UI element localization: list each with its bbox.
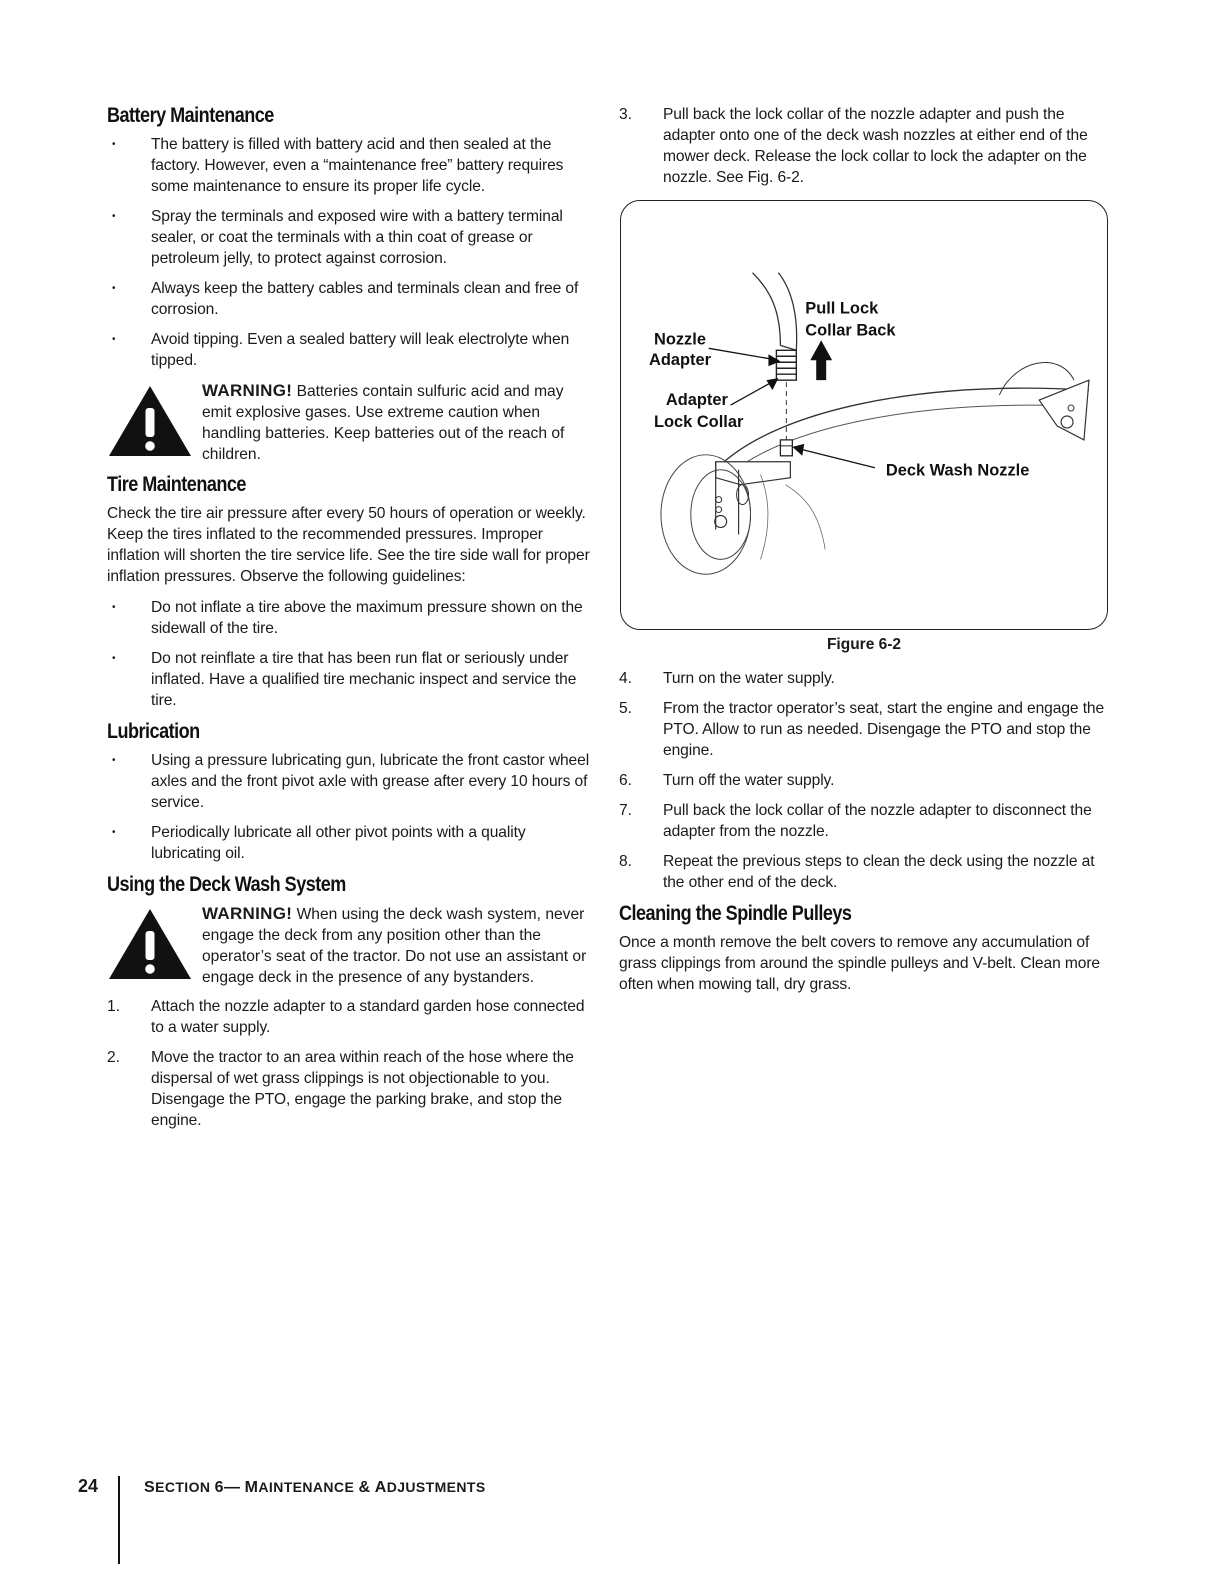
warning-triangle-icon [107, 384, 193, 458]
step-number: 6. [619, 772, 632, 789]
deck-nozzle-shape [780, 440, 792, 456]
list-item: • Always keep the battery cables and terminals clean and free of corrosion. [107, 278, 595, 320]
battery-heading: Battery Maintenance [107, 104, 274, 127]
footer-divider [118, 1476, 120, 1564]
battery-warning [107, 380, 595, 465]
step-number: 1. [107, 998, 120, 1015]
deck-wash-nozzle-label: Deck Wash Nozzle [885, 461, 1030, 480]
list-item: • Using a pressure lubricating gun, lubricate the front castor wheel axles and the front pivot axle with grease after every 10 hours of service. [107, 750, 595, 813]
lubrication-bullet-list [107, 750, 595, 864]
deckwash-heading: Using the Deck Wash System [107, 873, 346, 896]
step-text: Move the tractor to an area within reach of the hose where the dispersal of wet grass clippings is not objectionable to you. Disengage the PTO, engage the parking brake, and stop the engine. [151, 1049, 574, 1129]
step-text: Pull back the lock collar of the nozzle adapter to disconnect the adapter from the nozzle. [663, 802, 1092, 840]
list-item: • Do not reinflate a tire that has been run flat or seriously under inflated. Have a qualified tire mechanic inspect and service the tire. [107, 648, 595, 711]
adapter-label: Adapter [649, 351, 712, 370]
step-text: Attach the nozzle adapter to a standard garden hose connected to a water supply. [151, 998, 585, 1036]
pull-lock-label: Pull Lock [805, 299, 879, 318]
tire-intro: Check the tire air pressure after every 50 hours of operation or weekly. Keep the tires inflated to the recommended pressures. Improper inflation will shorten the tire service life. See the tire side wall for proper inflation pressures. Observe the following guidelines: [107, 505, 590, 585]
list-item: • Spray the terminals and exposed wire with a battery terminal sealer, or coat the terminals with a thin coat of grease or petroleum jelly, to protect against corrosion. [107, 206, 595, 269]
step-item [619, 698, 1109, 761]
list-item: • Do not inflate a tire above the maximum pressure shown on the sidewall of the tire. [107, 597, 595, 639]
step-text: Turn off the water supply. [663, 772, 835, 789]
step-item [619, 668, 1109, 689]
collar-back-label: Collar Back [805, 321, 896, 340]
tire-bullet-list [107, 597, 595, 711]
step-item [107, 1047, 595, 1131]
warning-label: WARNING! [202, 904, 293, 923]
step-number: 7. [619, 802, 632, 819]
section-title: SECTION 6— MAINTENANCE & ADJUSTMENTS [144, 1479, 486, 1496]
step-number: 8. [619, 853, 632, 870]
deck-wash-illustration [621, 201, 1107, 629]
deckwash-steps-right-top [619, 104, 1109, 188]
step-number: 3. [619, 106, 632, 123]
right-column [619, 104, 1109, 197]
warning-label: WARNING! [202, 381, 293, 400]
lubrication-heading: Lubrication [107, 720, 200, 743]
deckwash-steps-right [619, 668, 1109, 893]
step-number: 5. [619, 700, 632, 717]
page-number: 24 [78, 1476, 99, 1496]
step-text: Turn on the water supply. [663, 670, 835, 687]
deckwash-steps-left [107, 996, 595, 1131]
adapter-lock-label: Adapter [665, 391, 728, 410]
step-item [619, 800, 1109, 842]
battery-bullet-list [107, 134, 595, 371]
step-item [619, 770, 1109, 791]
step-text: From the tractor operator’s seat, start the engine and engage the PTO. Allow to run as needed. Disengage the PTO and stop the engine. [663, 700, 1105, 759]
figure-caption: Figure 6-2 [826, 636, 902, 653]
step-item [619, 851, 1109, 893]
list-item: • The battery is filled with battery acid and then sealed at the factory. However, even a “maintenance free” battery requires some maintenance to ensure its proper life cycle. [107, 134, 595, 197]
list-item: • Avoid tipping. Even a sealed battery will leak electrolyte when tipped. [107, 329, 595, 371]
step-text: Pull back the lock collar of the nozzle adapter and push the adapter onto one of the deck wash nozzles at either end of the mower deck. Release the lock collar to lock the adapter on the nozzle. See Fig. 6-2. [663, 106, 1088, 186]
right-column-lower [619, 668, 1109, 1005]
figure-6-2 [620, 200, 1108, 630]
step-number: 2. [107, 1049, 120, 1066]
pull-up-arrow-icon [810, 340, 832, 380]
nozzle-label: Nozzle [653, 330, 706, 349]
spindle-text: Once a month remove the belt covers to remove any accumulation of grass clippings from around the spindle pulleys and V-belt. Clean more often when mowing tall, dry grass. [619, 934, 1101, 993]
lock-collar-label: Lock Collar [653, 412, 744, 431]
left-column [107, 104, 595, 1140]
deckwash-warning [107, 903, 595, 988]
step-item [619, 104, 1109, 188]
step-item [107, 996, 595, 1038]
nozzle-adapter-shape [776, 350, 796, 380]
warning-text: When using the deck wash system, never engage the deck from any position other than the operator’s seat of the tractor. Do not use an assistant or engage deck in the presence of any bystanders. [202, 906, 587, 986]
step-number: 4. [619, 670, 632, 687]
list-item: • Periodically lubricate all other pivot points with a quality lubricating oil. [107, 822, 595, 864]
warning-triangle-icon [107, 907, 193, 981]
warning-text: Batteries contain sulfuric acid and may emit explosive gases. Use extreme caution when handling batteries. Keep batteries out of the reach of children. [202, 383, 565, 463]
tire-heading: Tire Maintenance [107, 473, 246, 496]
spindle-heading: Cleaning the Spindle Pulleys [619, 902, 852, 925]
step-text: Repeat the previous steps to clean the deck using the nozzle at the other end of the deck. [663, 853, 1095, 891]
